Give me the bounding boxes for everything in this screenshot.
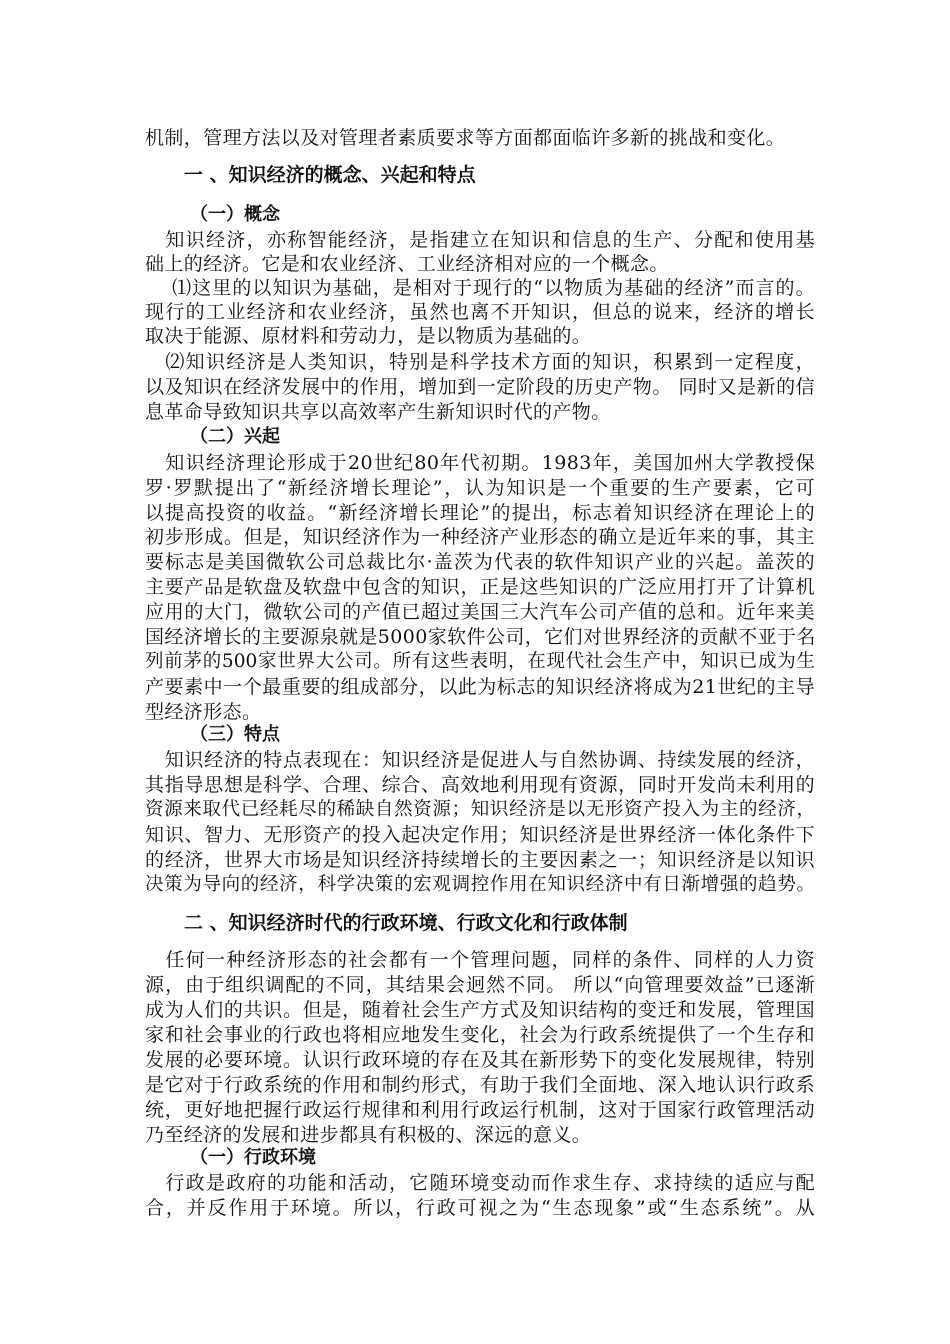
paragraph-line: 国经济增长的主要源泉就是5000家软件公司，它们对世界经济的贡献不亚于名 [145,626,816,648]
paragraph-line: 其指导思想是科学、合理、综合、高效地利用现有资源，同时开发尚未利用的 [145,774,815,796]
paragraph-line: 罗·罗默提出了“新经济增长理论”，认为知识是一个重要的生产要素，它可 [145,477,815,499]
paragraph-line: 知识经济，亦称智能经济，是指建立在知识和信息的生产、分配和使用基 [145,229,815,251]
paragraph-line: 资源来取代已经耗尽的稀缺自然资源；知识经济是以无形资产投入为主的经济， [145,799,815,820]
paragraph-line: 成为人们的共识。但是，随着社会生产方式及知识结构的变迁和发展，管理国 [145,999,815,1021]
subsection-concept-heading: （一）概念 [190,204,280,225]
paragraph-line: 知识、智力、无形资产的投入起决定作用；知识经济是世界经济一体化条件下 [145,824,815,846]
paragraph-line: 合，并反作用于环境。所以，行政可视之为“生态现象”或“生态系统”。从 [145,1197,815,1219]
intro-line: 机制，管理方法以及对管理者素质要求等方面都面临许多新的挑战和变化。 [145,127,786,149]
paragraph-line: 型经济形态。 [145,701,262,723]
paragraph-line: 家和社会事业的行政也将相应地发生变化，社会为行政系统提供了一个生存和 [145,1024,815,1046]
paragraph-line: 知识经济理论形成于20世纪80年代初期。1983年，美国加州大学教授保 [145,452,815,474]
paragraph-line: 发展的必要环境。认识行政环境的存在及其在新形势下的变化发展规律，特别 [145,1049,815,1071]
subsection-admin-env-heading: （一）行政环境 [190,1147,316,1168]
paragraph-line: 是它对于行政系统的作用和制约形式，有助于我们全面地、深入地认识行政系 [145,1074,815,1096]
paragraph-line: 以及知识在经济发展中的作用，增加到一定阶段的历史产物。 同时又是新的信 [145,376,815,398]
paragraph-line: 知识经济的特点表现在：知识经济是促进人与自然协调、持续发展的经济， [145,749,815,771]
paragraph-line: 应用的大门，微软公司的产值已超过美国三大汽车公司产值的总和。近年来美 [145,601,815,623]
paragraph-line: 行政是政府的功能和活动，它随环境变动而作求生存、求持续的适应与配 [145,1172,815,1194]
paragraph-line: ⑵知识经济是人类知识，特别是科学技术方面的知识，积累到一定程度， [145,351,815,373]
paragraph-line: 主要产品是软盘及软盘中包含的知识，正是这些知识的广泛应用打开了计算机 [145,576,815,598]
paragraph-line: 初步形成。但是，知识经济作为一种经济产业形态的确立是近年来的事，其主 [145,526,815,548]
paragraph-line: 产要素中一个最重要的组成部分，以此为标志的知识经济将成为21世纪的主导 [145,676,815,698]
paragraph-line: 乃至经济的发展和进步都具有积极的、深远的意义。 [145,1124,592,1146]
section-2-heading: 二 、知识经济时代的行政环境、行政文化和行政体制 [184,912,628,934]
paragraph-line: 列前茅的500家世界大公司。所有这些表明，在现代社会生产中，知识已成为生 [145,651,815,672]
paragraph-line: 任何一种经济形态的社会都有一个管理问题，同样的条件、同样的人力资 [145,949,815,971]
paragraph-line: 取决于能源、原材料和劳动力，是以物质为基础的。 [145,325,592,347]
section-1-heading: 一 、知识经济的概念、兴起和特点 [184,164,476,186]
paragraph-line: 的经济，世界大市场是知识经济持续增长的主要因素之一；知识经济是以知识 [145,849,815,871]
paragraph-line: 要标志是美国微软公司总裁比尔·盖茨为代表的软件知识产业的兴起。盖茨的 [145,551,815,573]
paragraph-line: 以提高投资的收益。“新经济增长理论”的提出，标志着知识经济在理论上的 [145,502,815,524]
paragraph-line: 息革命导致知识共享以高效率产生新知识时代的产物。 [145,401,611,423]
subsection-rise-heading: （二）兴起 [190,426,280,447]
subsection-features-heading: （三）特点 [190,724,280,745]
paragraph-line: ⑴这里的以知识为基础，是相对于现行的“以物质为基础的经济”而言的。 [145,277,815,299]
paragraph-line: 础上的经济。它是和农业经济、工业经济相对应的一个概念。 [145,253,669,275]
paragraph-line: 现行的工业经济和农业经济，虽然也离不开知识，但总的说来，经济的增长 [145,301,815,323]
paragraph-line: 决策为导向的经济，科学决策的宏观调控作用在知识经济中有日渐增强的趋势。 [145,874,815,895]
paragraph-line: 源，由于组织调配的不同，其结果会迥然不同。 所以“向管理要效益”已逐渐 [145,974,815,996]
paragraph-line: 统，更好地把握行政运行规律和利用行政运行机制，这对于国家行政管理活动 [145,1099,815,1121]
